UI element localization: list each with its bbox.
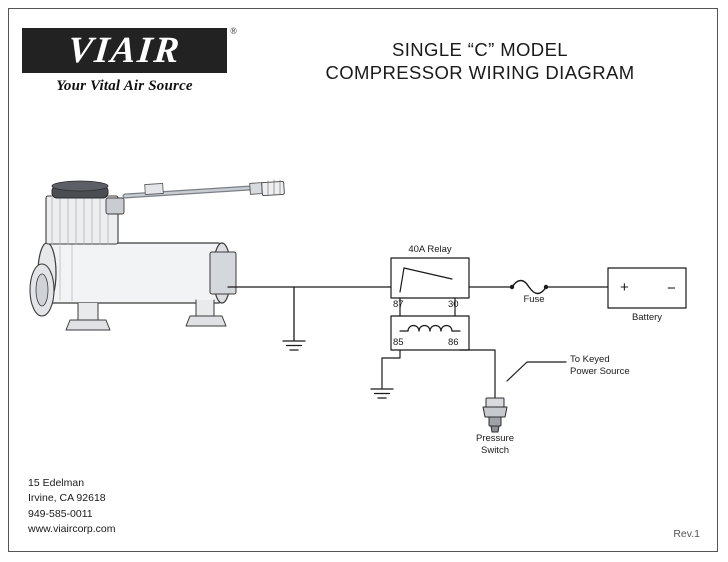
relay-pin-30-label: 30 [448, 299, 459, 310]
relay-pin-87-label: 87 [393, 299, 404, 310]
compressor-mounting-feet [66, 300, 226, 330]
wire-85-to-ground [382, 350, 400, 388]
fuse-symbol [512, 281, 546, 294]
relay-pin-86-label: 86 [448, 337, 459, 348]
relay-label: 40A Relay [408, 244, 452, 255]
air-line [125, 180, 284, 196]
ground-symbol-relay [371, 389, 393, 398]
battery-positive-label: + [620, 279, 629, 296]
pressure-switch [483, 398, 507, 432]
wire-keyed-power-source [507, 362, 566, 381]
footer-address-line1: 15 Edelman [28, 477, 85, 490]
wire-86-to-pressure-switch [460, 350, 495, 398]
keyed-power-label-line1: To Keyed [570, 354, 610, 365]
footer-address-line2: Irvine, CA 92618 [28, 492, 106, 505]
footer-website[interactable]: www.viaircorp.com [28, 522, 116, 535]
logo-tagline: Your Vital Air Source [56, 78, 193, 94]
title-line-2: COMPRESSOR WIRING DIAGRAM [325, 62, 635, 84]
pressure-switch-label-line1: Pressure [475, 433, 514, 444]
keyed-power-label-line2: Power Source [570, 366, 630, 377]
logo-wordmark: VIAIR [65, 30, 184, 71]
footer-contact [28, 476, 116, 537]
revision-label: Rev.1 [673, 528, 700, 540]
relay-pin-85-label: 85 [393, 337, 404, 348]
battery-negative-label: − [667, 280, 676, 297]
registered-trademark-icon: ® [230, 26, 237, 36]
pressure-switch-label-line2: Switch [481, 445, 509, 456]
fuse-label: Fuse [523, 294, 545, 305]
fuse-terminal-left [510, 285, 514, 289]
compressor-motor [38, 243, 236, 303]
footer-phone: 949-585-0011 [28, 507, 93, 520]
title-line-1: SINGLE “C” MODEL [391, 39, 568, 60]
compressor-end-cap [30, 264, 54, 316]
ground-symbol-compressor [283, 341, 305, 350]
battery-label: Battery [631, 312, 663, 323]
compressor-head [46, 181, 124, 244]
